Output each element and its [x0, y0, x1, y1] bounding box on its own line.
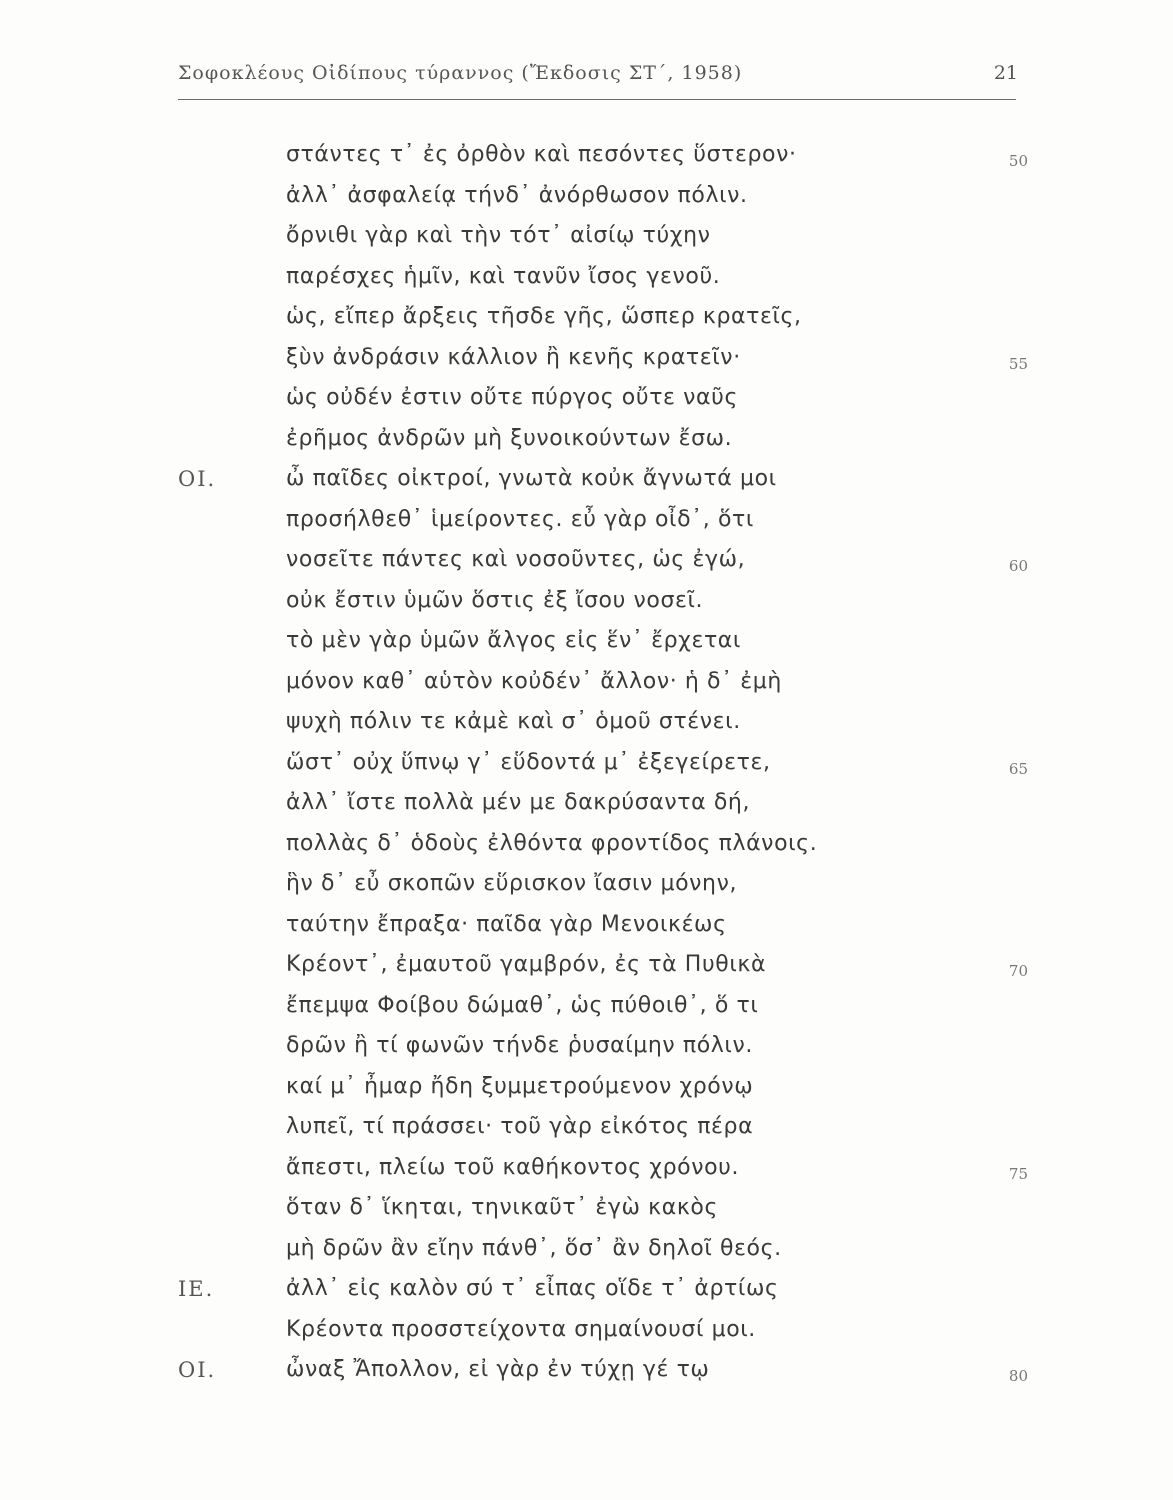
verse-text: νοσεῖτε πάντες καὶ νοσοῦντες, ὡς ἐγώ, — [286, 547, 746, 572]
verse-text: λυπεῖ, τί πράσσει· τοῦ γὰρ εἰκότος πέρα — [286, 1114, 754, 1139]
verse-line — [178, 459, 1028, 500]
verse-line — [178, 1310, 1028, 1351]
speaker-label: ΟΙ. — [178, 1358, 217, 1382]
line-number: 70 — [1008, 962, 1028, 980]
verse-text: μὴ δρῶν ἂν εἴην πάνθ᾽, ὅσ᾽ ἂν δηλοῖ θεός. — [286, 1235, 782, 1261]
line-number: 75 — [1008, 1164, 1028, 1183]
verse-line — [178, 1067, 1028, 1108]
verse-text: ὡς, εἴπερ ἄρξεις τῆσδε γῆς, ὥσπερ κρατεῖς, — [286, 304, 802, 329]
verse-text: τὸ μὲν γὰρ ὑμῶν ἄλγος εἰς ἕν᾽ ἔρχεται — [286, 628, 741, 653]
speaker-label: ΟΙ. — [178, 467, 217, 491]
verse-text: ὅταν δ᾽ ἵκηται, τηνικαῦτ᾽ ἐγὼ κακὸς — [286, 1195, 718, 1220]
verse-text: καί μ᾽ ἦμαρ ἤδη ξυμμετρούμενον χρόνῳ — [286, 1073, 754, 1099]
verse-line — [178, 500, 1028, 541]
verse-text: Κρέοντ᾽, ἐμαυτοῦ γαμβρόν, ἐς τὰ Πυθικὰ — [286, 952, 767, 977]
verse-line — [178, 338, 1028, 379]
verse-text: παρέσχες ἡμῖν, καὶ τανῦν ἴσος γενοῦ. — [286, 263, 721, 289]
verse-text: ταύτην ἔπραξα· παῖδα γὰρ Μενοικέως — [286, 911, 727, 937]
header-rule — [178, 99, 1016, 100]
verse-text: ὦναξ Ἄπολλον, εἰ γὰρ ἐν τύχῃ γέ τῳ — [286, 1357, 710, 1382]
page-number: 21 — [993, 62, 1018, 84]
running-header — [178, 62, 1018, 102]
verse-line — [178, 1148, 1028, 1189]
verse-line — [178, 864, 1028, 905]
verse-text: ἀλλ᾽ ἴστε πολλὰ μέν με δακρύσαντα δή, — [286, 790, 751, 815]
verse-line — [178, 135, 1028, 176]
verse-line — [178, 986, 1028, 1027]
line-number: 55 — [1008, 354, 1028, 373]
verse-line — [178, 176, 1028, 217]
verse-line — [178, 662, 1028, 703]
verse-line — [178, 702, 1028, 743]
verse-text: ἄπεστι, πλείω τοῦ καθήκοντος χρόνου. — [286, 1154, 740, 1180]
verse-line — [178, 743, 1028, 784]
verse-text: μόνον καθ᾽ αὑτὸν κοὐδέν᾽ ἄλλον· ἡ δ᾽ ἐμὴ — [286, 668, 782, 694]
verse-text: ψυχὴ πόλιν τε κἀμὲ καὶ σ᾽ ὁμοῦ στένει. — [286, 709, 741, 734]
verse-line — [178, 621, 1028, 662]
header-title: Σοφοκλέους Οἰδίπους τύραννος (Ἔκδοσις ΣΤ΄, 1958) — [178, 62, 743, 84]
verse-line — [178, 297, 1028, 338]
verse-text: ὡς οὐδέν ἐστιν οὔτε πύργος οὔτε ναῦς — [286, 385, 738, 410]
verse-line — [178, 257, 1028, 298]
verse-text: ξὺν ἀνδράσιν κάλλιον ἢ κενῆς κρατεῖν· — [286, 344, 741, 370]
verse-line — [178, 945, 1028, 986]
verse-line — [178, 783, 1028, 824]
verse-line — [178, 216, 1028, 257]
verse-text: ἐρῆμος ἀνδρῶν μὴ ξυνοικούντων ἔσω. — [286, 425, 733, 451]
verse-text: ἀλλ᾽ εἰς καλὸν σύ τ᾽ εἶπας οἵδε τ᾽ ἀρτίως — [286, 1276, 779, 1301]
verse-block — [178, 135, 1028, 1391]
verse-text: Κρέοντα προσστείχοντα σημαίνουσί μοι. — [286, 1316, 756, 1342]
verse-line — [178, 540, 1028, 581]
verse-line — [178, 1026, 1028, 1067]
verse-line — [178, 581, 1028, 622]
verse-line — [178, 1229, 1028, 1270]
verse-text: πολλὰς δ᾽ ὁδοὺς ἐλθόντα φροντίδος πλάνοις. — [286, 830, 818, 856]
line-number: 65 — [1008, 759, 1028, 778]
verse-line — [178, 1269, 1028, 1310]
verse-text: δρῶν ἢ τί φωνῶν τήνδε ῥυσαίμην πόλιν. — [286, 1033, 753, 1058]
verse-text: ἀλλ᾽ ἀσφαλείᾳ τήνδ᾽ ἀνόρθωσον πόλιν. — [286, 182, 748, 208]
verse-text: οὐκ ἔστιν ὑμῶν ὅστις ἐξ ἴσου νοσεῖ. — [286, 587, 704, 613]
verse-text: προσήλθεθ᾽ ἱμείροντες. εὖ γὰρ οἶδ᾽, ὅτι — [286, 506, 754, 532]
line-number: 80 — [1008, 1367, 1028, 1385]
verse-line — [178, 378, 1028, 419]
verse-line — [178, 905, 1028, 946]
verse-text: ὄρνιθι γὰρ καὶ τὴν τότ᾽ αἰσίῳ τύχην — [286, 223, 711, 248]
verse-line — [178, 419, 1028, 460]
verse-line — [178, 1107, 1028, 1148]
verse-text: ὥστ᾽ οὐχ ὕπνῳ γ᾽ εὕδοντά μ᾽ ἐξεγείρετε, — [286, 749, 771, 775]
verse-line — [178, 1188, 1028, 1229]
verse-text: ἔπεμψα Φοίβου δώμαθ᾽, ὡς πύθοιθ᾽, ὅ τι — [286, 992, 759, 1018]
verse-text: στάντες τ᾽ ἐς ὀρθὸν καὶ πεσόντες ὕστερον· — [286, 142, 797, 167]
speaker-label: ΙΕ. — [178, 1277, 215, 1301]
verse-line — [178, 1350, 1028, 1391]
verse-line — [178, 824, 1028, 865]
verse-text: ἣν δ᾽ εὖ σκοπῶν εὕρισκον ἴασιν μόνην, — [286, 871, 738, 896]
line-number: 60 — [1008, 557, 1028, 575]
line-number: 50 — [1008, 152, 1028, 170]
verse-text: ὦ παῖδες οἰκτροί, γνωτὰ κοὐκ ἄγνωτά μοι — [286, 466, 777, 491]
